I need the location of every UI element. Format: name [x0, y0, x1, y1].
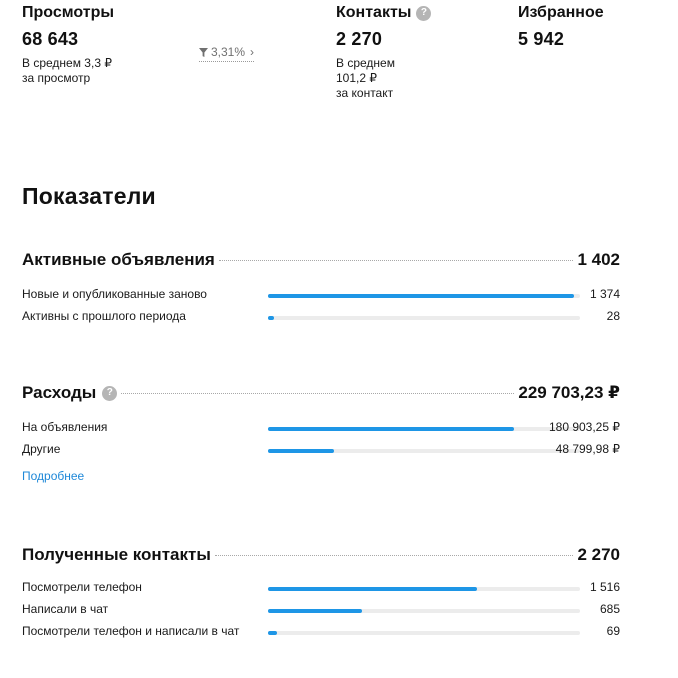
favorites-title: Избранное — [518, 4, 604, 21]
progress-fill — [268, 427, 514, 431]
progress-fill — [268, 449, 334, 453]
row-label: Написали в чат — [22, 602, 109, 616]
funnel-icon — [199, 48, 208, 57]
row-value: 180 903,25 ₽ — [548, 420, 620, 434]
progress-track — [268, 631, 580, 635]
active-ads-block — [22, 250, 620, 327]
row-value: 1 516 — [589, 580, 620, 594]
contacts-average-value: 101,2 ₽ — [336, 71, 377, 85]
contacts-received-title: Полученные контакты — [22, 545, 211, 564]
contacts-title-row — [336, 4, 431, 22]
progress-track — [268, 449, 580, 453]
views-value: 68 643 — [22, 29, 79, 49]
list-item — [22, 305, 620, 327]
views-average-caption: за просмотр — [22, 71, 91, 85]
list-item — [22, 598, 620, 620]
list-item — [22, 620, 620, 654]
views-average — [22, 56, 114, 86]
contacts-received-block — [22, 545, 620, 654]
contacts-stat — [336, 4, 431, 101]
views-trend-value: 3,31% — [211, 45, 246, 59]
page-title: Показатели — [22, 183, 156, 209]
progress-track — [268, 609, 580, 613]
active-ads-header — [22, 250, 620, 272]
progress-fill — [268, 609, 362, 613]
views-average-value: В среднем 3,3 ₽ — [22, 56, 112, 70]
list-item — [22, 283, 620, 305]
help-icon[interactable]: ? — [416, 6, 431, 21]
progress-fill — [268, 631, 277, 635]
contacts-title: Контакты — [336, 4, 412, 21]
contacts-received-total: 2 270 — [577, 545, 620, 564]
row-value: 28 — [606, 309, 620, 323]
row-label: Посмотрели телефон — [22, 580, 142, 594]
contacts-value: 2 270 — [336, 29, 383, 49]
contacts-average — [336, 56, 431, 101]
list-item — [22, 416, 620, 438]
details-link[interactable]: Подробнее — [22, 469, 85, 483]
expenses-header — [22, 383, 620, 405]
row-label: Новые и опубликованные заново — [22, 287, 207, 301]
active-ads-total: 1 402 — [577, 250, 620, 269]
expenses-title-row — [22, 383, 117, 403]
expenses-block — [22, 383, 620, 460]
contacts-average-caption: за контакт — [336, 86, 394, 100]
row-label: Активны с прошлого периода — [22, 309, 186, 323]
progress-track — [268, 316, 580, 320]
dotted-leader — [121, 393, 514, 394]
expenses-title: Расходы — [22, 383, 97, 402]
views-title: Просмотры — [22, 4, 115, 21]
progress-track — [268, 427, 580, 431]
contacts-received-header — [22, 545, 620, 567]
views-stat — [22, 4, 114, 86]
row-label: Другие — [22, 442, 61, 456]
progress-fill — [268, 587, 477, 591]
row-value: 685 — [599, 602, 620, 616]
progress-track — [268, 294, 580, 298]
contacts-average-label: В среднем — [336, 56, 395, 70]
favorites-value: 5 942 — [518, 29, 565, 49]
list-item — [22, 438, 620, 460]
list-item — [22, 576, 620, 598]
chevron-right-icon: › — [250, 45, 255, 59]
expenses-total: 229 703,23 ₽ — [518, 383, 620, 402]
row-label: Посмотрели телефон и написали в чат — [22, 624, 240, 638]
views-trend-link[interactable] — [199, 45, 254, 62]
row-value: 69 — [606, 624, 620, 638]
active-ads-title: Активные объявления — [22, 250, 215, 269]
progress-fill — [268, 294, 574, 298]
row-value: 1 374 — [589, 287, 620, 301]
row-value: 48 799,98 ₽ — [555, 442, 620, 456]
help-icon[interactable]: ? — [102, 386, 117, 401]
favorites-stat — [518, 4, 604, 50]
dotted-leader — [215, 555, 574, 556]
row-label: На объявления — [22, 420, 108, 434]
progress-track — [268, 587, 580, 591]
progress-fill — [268, 316, 274, 320]
dotted-leader — [219, 260, 574, 261]
